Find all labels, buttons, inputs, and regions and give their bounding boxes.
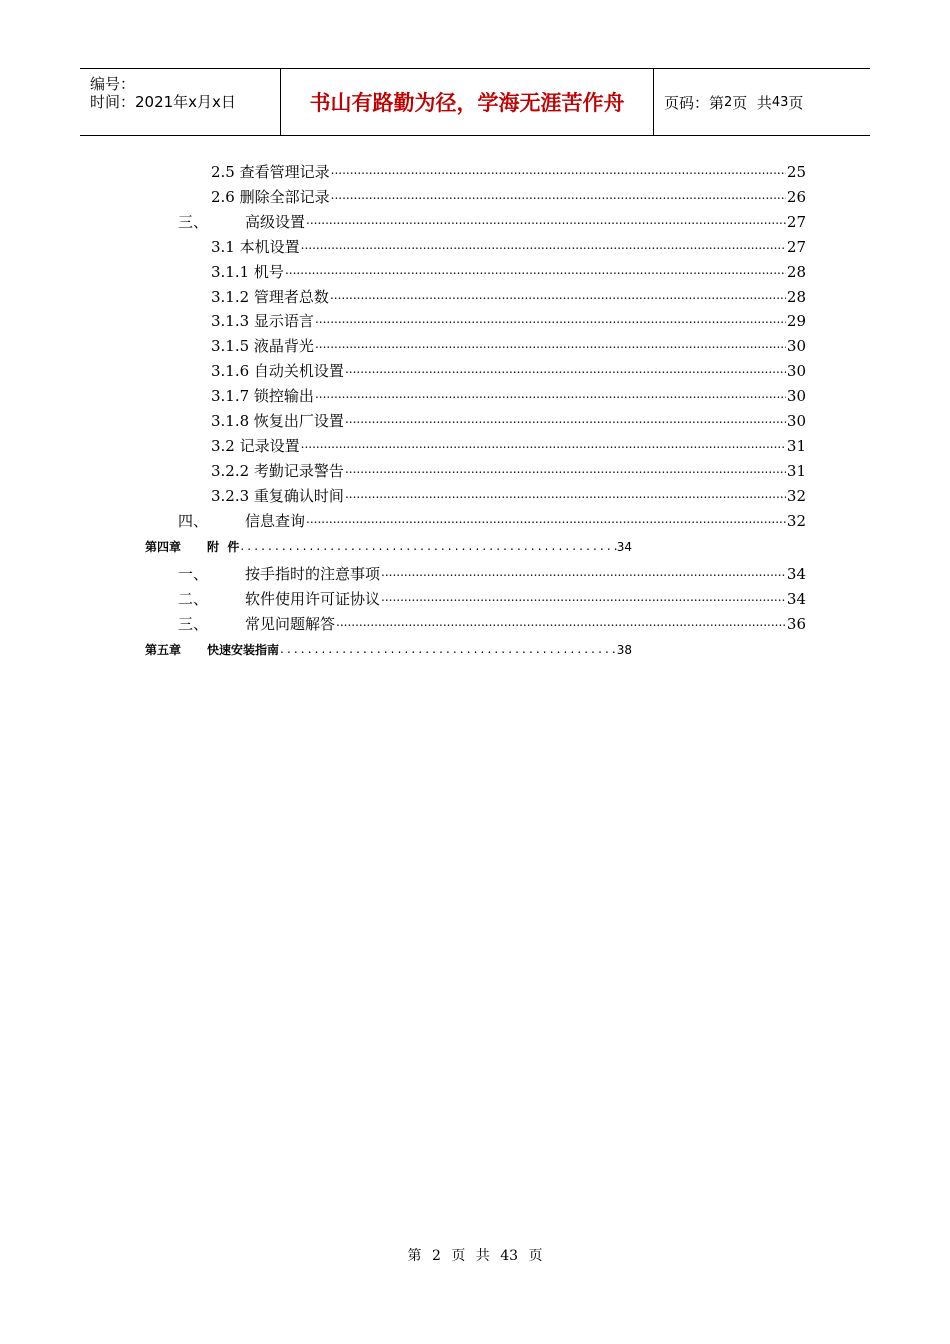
- toc-entry-label: 3.1.7 锁控输出: [211, 387, 314, 406]
- toc-leader-dots: [331, 188, 786, 206]
- toc-entry-page: 28: [786, 262, 806, 281]
- toc-entry-label: 常见问题解答: [245, 615, 336, 633]
- chapter4-number: 第四章: [145, 540, 182, 554]
- toc-entry[interactable]: [211, 186, 806, 206]
- toc-entry-page: 31: [786, 461, 806, 480]
- toc-entry-page: 30: [786, 337, 806, 356]
- toc-leader-dots: [345, 362, 786, 380]
- toc-entry[interactable]: [178, 588, 806, 608]
- toc-entry-page: 34: [786, 565, 806, 583]
- toc-entry-label: 3.1.1 机号: [211, 262, 284, 281]
- toc-leader-dots: [240, 539, 616, 555]
- toc-entry-prefix: 二、: [178, 590, 209, 608]
- time-label: 时间：2021年x月x日: [90, 93, 236, 111]
- toc-entry-page: 29: [786, 312, 806, 331]
- toc-entry[interactable]: [178, 563, 806, 583]
- toc-leader-dots: [381, 565, 786, 583]
- toc-entry-label: 3.1.3 显示语言: [211, 312, 314, 331]
- chapter4-page: 34: [616, 540, 632, 554]
- toc-leader-dots: [285, 263, 786, 281]
- toc-entry-page: 28: [786, 287, 806, 306]
- toc-entry-prefix: 四、: [178, 511, 209, 530]
- toc-entry-page: 32: [786, 511, 806, 530]
- toc-entry[interactable]: [211, 335, 806, 355]
- toc-entry[interactable]: [211, 360, 806, 380]
- toc-leader-dots: [336, 615, 786, 633]
- toc-entry-label: 2.5 查看管理记录: [211, 163, 330, 181]
- header-motto-cell: [281, 69, 654, 135]
- toc-leader-dots: [345, 412, 786, 430]
- toc-leader-dots: [345, 462, 786, 480]
- toc-entry-label: 3.2.2 考勤记录警告: [211, 461, 344, 480]
- toc-entry-prefix: 一、: [178, 565, 209, 583]
- toc-entry[interactable]: [211, 310, 806, 330]
- toc-leader-dots: [301, 437, 786, 455]
- page-mid: 页 共: [732, 93, 772, 112]
- toc-entry[interactable]: [211, 261, 806, 281]
- toc-leader-dots: [381, 590, 786, 608]
- toc-entry-label: 3.1 本机设置: [211, 237, 300, 256]
- toc-entry-page: 31: [786, 436, 806, 455]
- toc-entry-page: 26: [786, 187, 806, 206]
- toc-leader-dots: [331, 163, 786, 181]
- header-left-cell: [80, 69, 281, 135]
- toc-entry[interactable]: [211, 435, 806, 455]
- toc-entry-label: 高级设置: [245, 212, 306, 231]
- toc-entry-page: 27: [786, 212, 806, 231]
- toc-leader-dots: [280, 642, 617, 658]
- number-label: 编号：: [90, 75, 136, 93]
- page-number: 2: [724, 94, 733, 110]
- toc-leader-dots: [315, 312, 786, 330]
- toc-entry-prefix: 三、: [178, 615, 209, 633]
- toc-entry[interactable]: [211, 286, 806, 306]
- toc-chapter4[interactable]: [145, 537, 632, 555]
- toc-entry[interactable]: [211, 460, 806, 480]
- toc-entry[interactable]: [211, 410, 806, 430]
- footer-d: 页: [528, 1248, 543, 1264]
- toc-entry-label: 3.1.8 恢复出厂设置: [211, 412, 344, 430]
- toc-leader-dots: [330, 288, 786, 306]
- page-suffix: 页: [788, 93, 804, 112]
- toc-leader-dots: [301, 238, 786, 256]
- toc-entry[interactable]: [211, 485, 806, 505]
- toc-entry-label: 3.2 记录设置: [211, 436, 300, 455]
- page-footer: [0, 1245, 950, 1265]
- toc-entry-page: 30: [786, 387, 806, 406]
- toc-entry[interactable]: [211, 161, 806, 181]
- page-header: [80, 68, 870, 136]
- toc-entry-prefix: 三、: [178, 212, 209, 231]
- toc-entry-label: 3.1.2 管理者总数: [211, 287, 329, 306]
- page-total: 43: [771, 94, 789, 110]
- toc-entry-page: 30: [786, 362, 806, 381]
- toc-entry[interactable]: [211, 385, 806, 405]
- toc-entry[interactable]: [178, 510, 806, 530]
- toc-entry-page: 30: [786, 412, 806, 430]
- toc-leader-dots: [315, 337, 786, 355]
- toc-entry-label: 3.2.3 重复确认时间: [211, 486, 344, 505]
- toc-entry[interactable]: [178, 613, 806, 633]
- toc-entry-label: 软件使用许可证协议: [245, 590, 381, 608]
- chapter5-page: 38: [616, 643, 632, 657]
- toc-leader-dots: [345, 487, 786, 505]
- footer-total: 43: [500, 1248, 519, 1264]
- toc-entry-label: 2.6 删除全部记录: [211, 187, 330, 206]
- toc-entry-page: 36: [786, 615, 806, 633]
- chapter5-number: 第五章: [145, 643, 182, 657]
- page-prefix: 页码：第: [664, 93, 725, 112]
- footer-num: 2: [431, 1248, 441, 1264]
- toc-entry-label: 3.1.6 自动关机设置: [211, 362, 344, 381]
- toc-leader-dots: [315, 387, 786, 405]
- toc-entry-label: 信息查询: [245, 511, 306, 530]
- toc-entry[interactable]: [178, 211, 806, 231]
- footer-b: 页: [451, 1248, 466, 1264]
- chapter4-title: 附 件: [207, 540, 240, 554]
- chapter5-title: 快速安装指南: [207, 643, 280, 657]
- toc-entry-page: 34: [786, 590, 806, 608]
- toc-entry-label: 3.1.5 液晶背光: [211, 337, 314, 356]
- toc-entry-page: 32: [786, 486, 806, 505]
- toc-entry-page: 27: [786, 237, 806, 256]
- header-page-cell: [654, 69, 870, 135]
- toc-chapter5[interactable]: [145, 640, 632, 658]
- toc-leader-dots: [306, 512, 786, 530]
- toc-leader-dots: [306, 213, 786, 231]
- motto-text: 书山有路勤为径，学海无涯苦作舟: [309, 91, 625, 115]
- toc-entry-page: 25: [786, 163, 806, 181]
- footer-a: 第: [407, 1248, 422, 1264]
- toc-entry[interactable]: [211, 236, 806, 256]
- footer-c: 共: [475, 1248, 490, 1264]
- toc-entry-label: 按手指时的注意事项: [245, 565, 381, 583]
